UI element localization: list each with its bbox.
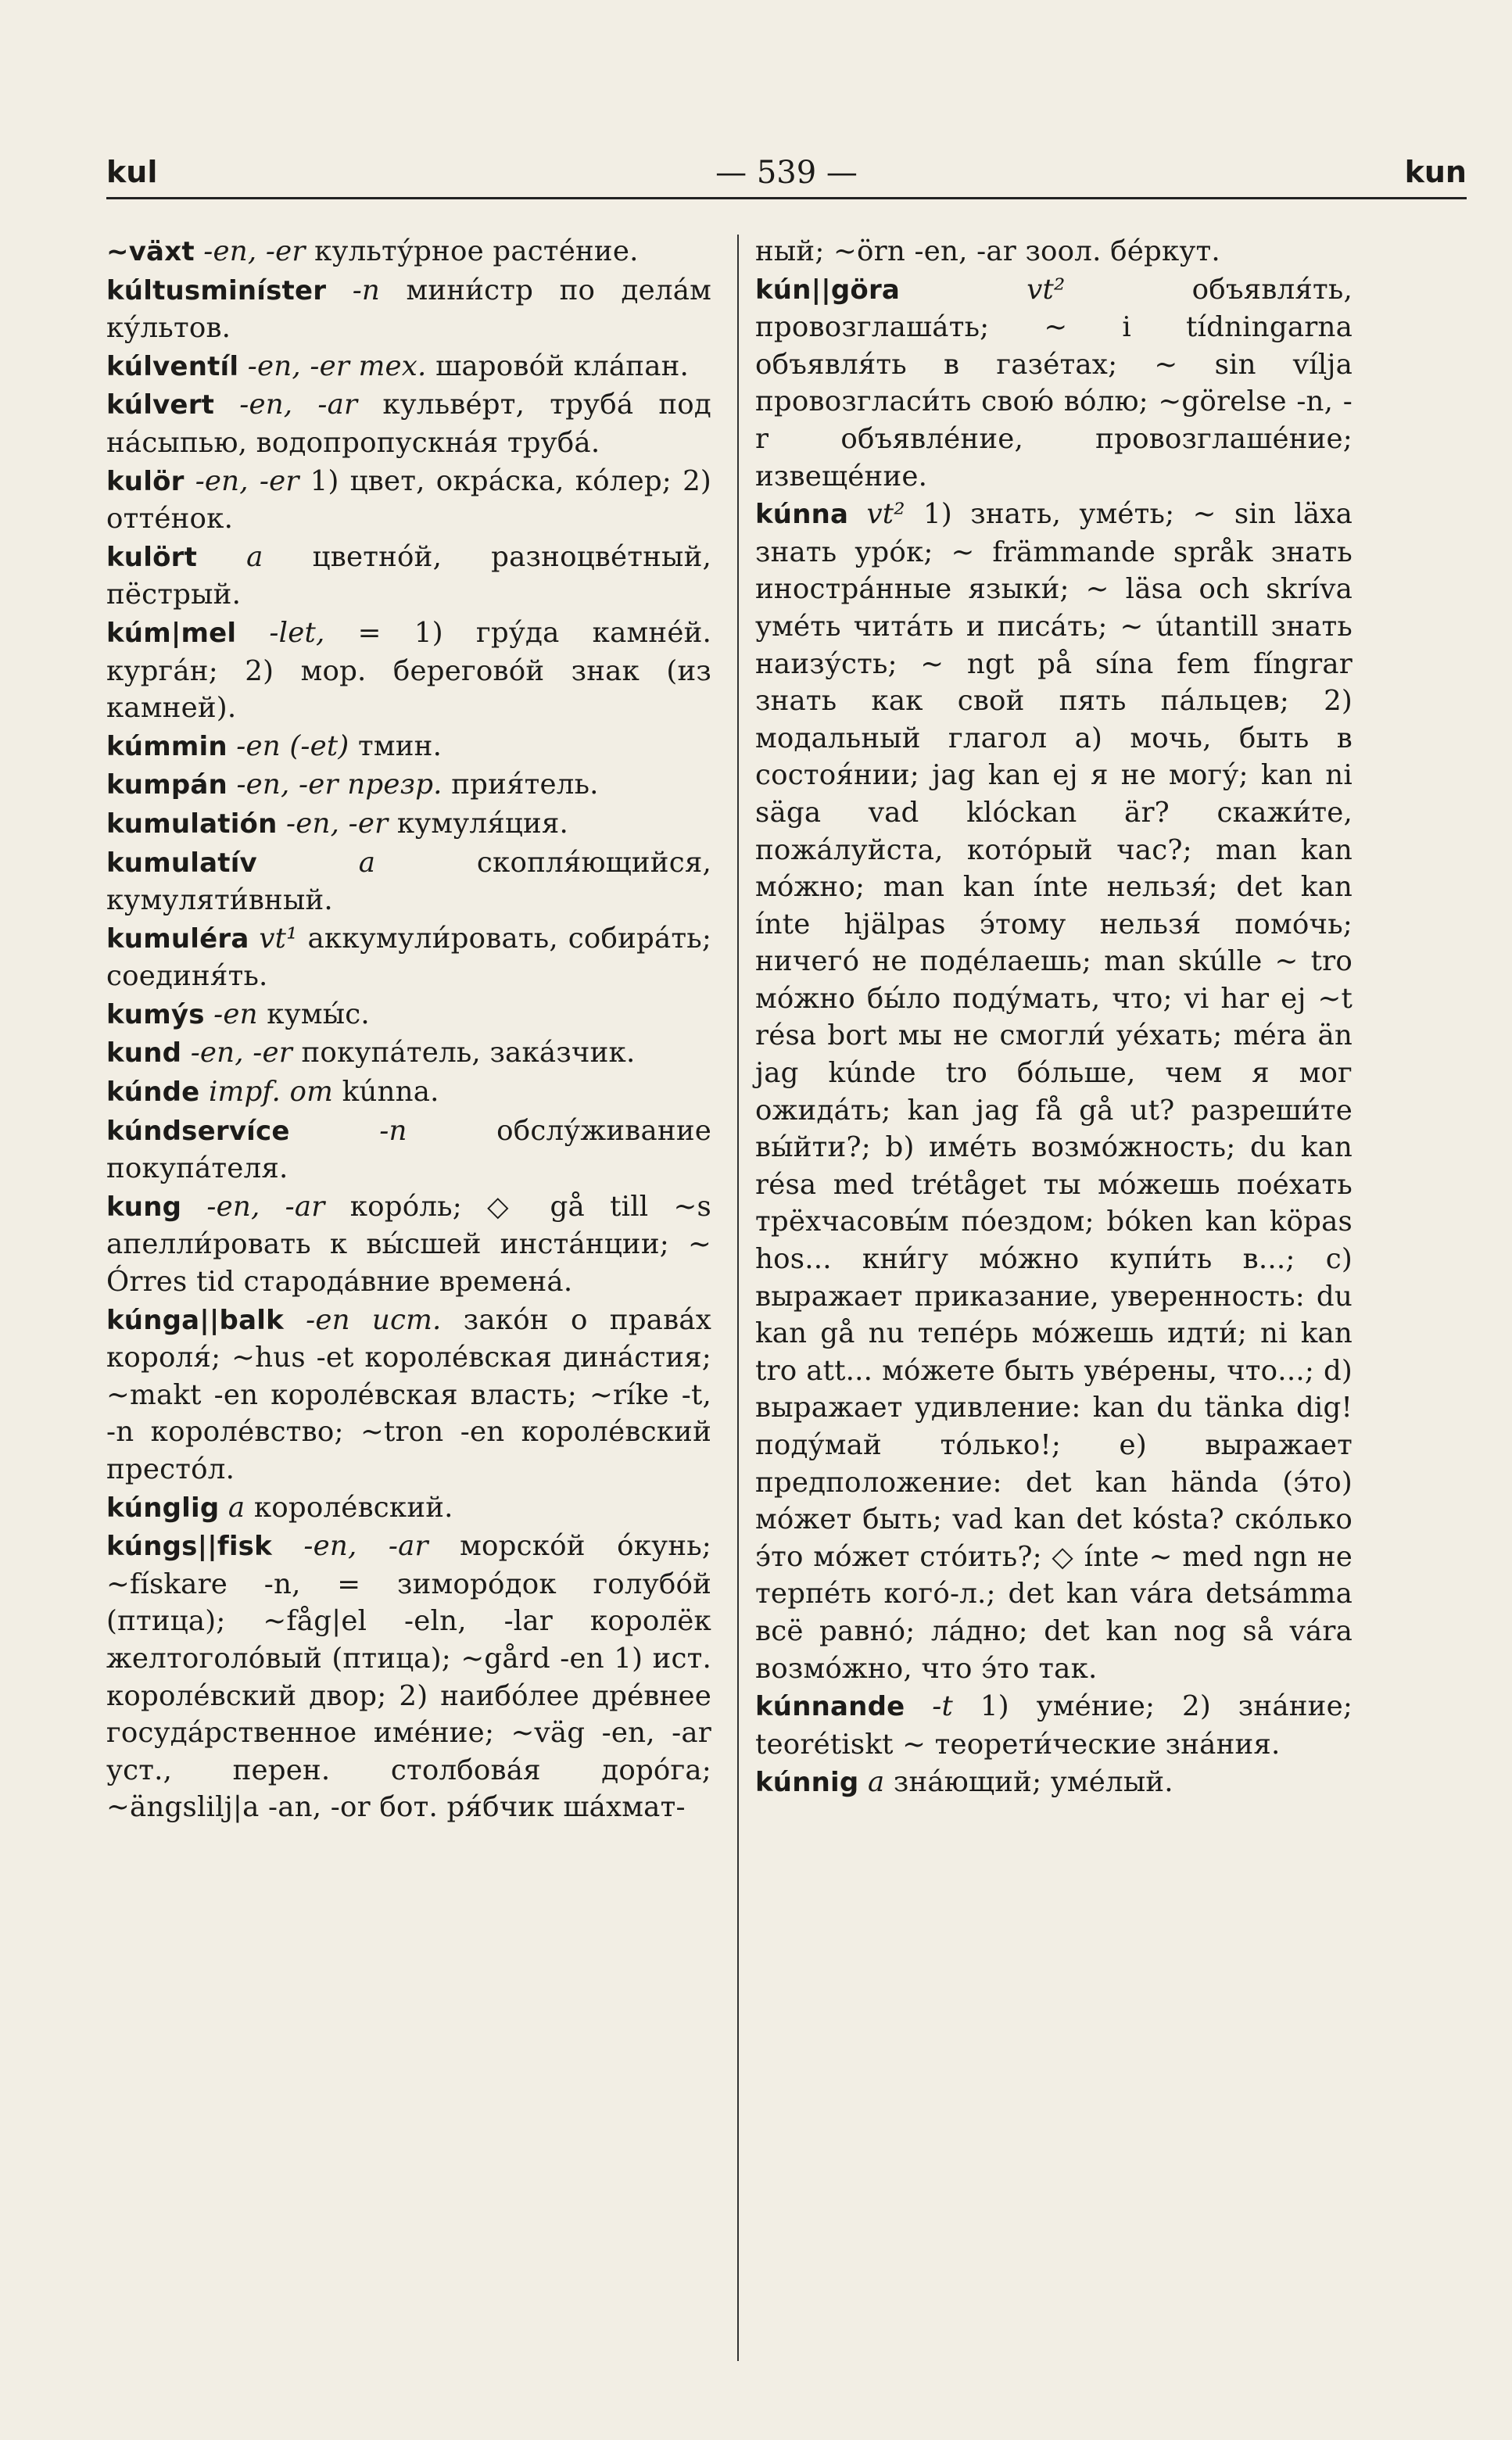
entry-headword: kúnnig	[755, 1767, 859, 1799]
left-column	[106, 233, 711, 1827]
entry-grammar: a	[867, 1766, 885, 1799]
dictionary-entry	[106, 463, 711, 538]
dictionary-entry	[106, 996, 711, 1034]
entry-headword: kund	[106, 1037, 182, 1070]
dictionary-entry	[106, 386, 711, 461]
entry-grammar: -en, -ar	[239, 389, 358, 421]
entry-definition: культу́рное расте́ние.	[314, 235, 639, 267]
entry-definition: 1) уме́ние; 2) зна́ние; teorétiskt ~ теорети́ческие зна́ния.	[755, 1690, 1353, 1761]
entry-grammar: -en, -er	[190, 1037, 292, 1070]
page-number: — 539 —	[715, 155, 858, 191]
entry-definition: ный; ~örn -en, -ar зоол. бе́ркут.	[755, 235, 1220, 267]
entry-grammar: vt¹	[259, 922, 298, 955]
entry-grammar: vt²	[1027, 273, 1066, 306]
entry-headword: kúnna	[755, 499, 849, 531]
dictionary-entry	[106, 766, 711, 804]
dictionary-entry	[106, 1188, 711, 1301]
entry-grammar: -en, -ar	[303, 1530, 428, 1563]
entry-definition: шарово́й кла́пан.	[435, 349, 690, 382]
entry-definition: зако́н о права́х короля́; ~hus -et короле́вская дина́стия; ~makt -en короле́вская власть; ~ríke -t, -n короле́вство; ~tron -en короле́вский престо́л.	[106, 1303, 711, 1485]
entry-headword: kúlventíl	[106, 350, 239, 382]
entry-definition: аккумули́ровать, собира́ть; соединя́ть.	[106, 922, 712, 993]
entry-grammar: -en, -ar	[206, 1190, 325, 1223]
entry-definition: покупа́тель, зака́зчик.	[301, 1037, 636, 1070]
entry-headword: kumulatión	[106, 808, 278, 840]
dictionary-entry	[755, 233, 1353, 271]
entry-definition: kúnna.	[342, 1076, 439, 1109]
entry-definition: зна́ющий; уме́лый.	[893, 1766, 1173, 1799]
dictionary-entry	[106, 844, 711, 919]
guide-word-right: kun	[1404, 155, 1467, 189]
entry-grammar: -en (-et)	[236, 729, 349, 762]
column-divider	[737, 235, 739, 2361]
entry-grammar: -t	[932, 1690, 953, 1723]
dictionary-entry	[106, 1034, 711, 1073]
entry-grammar: -en, -er	[195, 464, 299, 497]
entry-definition: кульве́рт, труба́ под на́сыпью, водопропускна́я труба́.	[106, 389, 711, 459]
entry-headword: kúlvert	[106, 389, 215, 421]
guide-word-left: kul	[106, 155, 158, 189]
entry-grammar: a	[246, 540, 263, 573]
right-column	[755, 233, 1353, 1803]
entry-definition: 1) знать, уме́ть; ~ sin läxa знать уро́к; ~ främmande språk знать иностра́нные языки́; ~ läsa och skríva уме́ть чита́ть и писа́ть; ~ útantill знать наизу́сть; ~ ngt på sína fem fíngrar знать как свой пять па́льцев; 2) модальный глагол а) мочь, быть в состоя́нии; jag kan ej я не могу́; kan ni säga vad klóckan är? скажи́те, пожа́луйста, кото́рый час?; man kan мо́жно; man kan ínte нельзя́; det kan ínte hjälpas э́тому нельзя́ помо́чь; ничего́ не поде́лаешь; man skúlle ~ tro мо́жно бы́ло поду́мать, что; vi har ej ~t résa bort мы не смогли́ уе́хать; méra än jag kúnde tro бо́льше, чем я мог ожида́ть; kan jag få gå ut? разреши́те вы́йти?; b) име́ть возмо́жность; du kan résa med trétåget ты мо́жешь пое́хать трёхчасовы́м по́ездом; bóken kan köpas hos... кни́гу мо́жно купи́ть в...; c) выражает приказание, уверенность: du kan gå nu тепе́рь мо́жешь идти́; ni kan tro att... мо́жете быть уве́рены, что...; d) выражает удивление: kan du tänka dig! поду́май то́лько!; e) выражает предположение: det kan hända (э́то) мо́жет быть; vad kan det kósta? ско́лько э́то мо́жет сто́ить?; ◇ ínte ~ med ngn не терпе́ть кого́-л.; det kan vára detsámma всё равно́; ла́дно; det kan nog så vára возмо́жно, что э́то так.	[755, 498, 1353, 1685]
entry-grammar: -n	[352, 274, 381, 306]
dictionary-entry	[106, 614, 711, 727]
entry-headword: kúnga||balk	[106, 1304, 284, 1336]
entry-headword: kúndservíce	[106, 1115, 290, 1147]
dictionary-entry	[106, 1489, 711, 1528]
entry-grammar: -let, =	[269, 616, 382, 649]
entry-grammar: -en	[213, 998, 258, 1030]
entry-headword: kúm|mel	[106, 617, 237, 649]
entry-definition: 1) цвет, окра́ска, ко́лер; 2) отте́нок.	[106, 464, 712, 536]
dictionary-entry	[106, 728, 711, 766]
entry-definition: объявля́ть, провозглаша́ть; ~ i tídningarna объявля́ть в газе́тах; ~ sin vílja провозгласи́ть свою́ во́лю; ~görelse -n, -r объявле́ние, провозглаше́ние; извеще́ние.	[755, 273, 1353, 493]
entry-headword: kulör	[106, 465, 185, 497]
entry-headword: kúnnande	[755, 1691, 905, 1723]
entry-definition: скопля́ющийся, кумуляти́вный.	[106, 846, 712, 917]
entry-headword: kúmmin	[106, 730, 228, 762]
dictionary-entry	[106, 1528, 711, 1826]
entry-headword: kún||göra	[755, 274, 901, 306]
entry-headword: kung	[106, 1191, 182, 1223]
entry-definition: цветно́й, разноцве́тный, пёстрый.	[106, 540, 711, 611]
entry-definition: кумы́с.	[267, 998, 370, 1030]
dictionary-entry	[755, 1688, 1353, 1763]
entry-grammar: -en, -er презр.	[236, 769, 442, 801]
entry-definition: 1) гру́да камне́й. курга́н; 2) мор. берегово́й знак (из камней).	[106, 616, 711, 725]
dictionary-entry	[106, 920, 711, 995]
dictionary-entry	[106, 539, 711, 614]
dictionary-entry	[755, 271, 1353, 496]
entry-headword: kumuléra	[106, 923, 249, 955]
dictionary-entry	[106, 805, 711, 844]
dictionary-entry	[106, 1113, 711, 1188]
dictionary-entry	[106, 348, 711, 386]
entry-definition: мини́стр по дела́м ку́льтов.	[106, 274, 712, 345]
entry-definition: прия́тель.	[451, 769, 599, 801]
entry-grammar: a	[228, 1491, 245, 1524]
dictionary-entry	[755, 496, 1353, 1687]
dictionary-entry	[106, 1073, 711, 1112]
entry-headword: kulört	[106, 541, 198, 573]
entry-definition: обслу́живание покупа́теля.	[106, 1114, 711, 1185]
entry-headword: kumýs	[106, 998, 205, 1030]
entry-definition: кумуля́ция.	[396, 807, 569, 840]
entry-headword: kúltusminíster	[106, 274, 327, 306]
entry-grammar: -en, -er	[203, 235, 306, 267]
header-rule	[106, 197, 1467, 199]
entry-grammar: impf. om	[208, 1076, 334, 1109]
dictionary-entry	[755, 1764, 1353, 1802]
entry-definition: короле́вский.	[253, 1491, 453, 1524]
entry-headword: kumpán	[106, 769, 228, 801]
entry-grammar: vt²	[866, 498, 905, 531]
entry-grammar: -n	[379, 1114, 407, 1147]
entry-grammar: -en, -er тех.	[247, 349, 427, 382]
entry-grammar: a	[358, 846, 376, 879]
entry-headword: kúnde	[106, 1077, 200, 1109]
entry-headword: ~växt	[106, 236, 195, 267]
dictionary-entry	[106, 272, 711, 347]
entry-headword: kúngs||fisk	[106, 1531, 272, 1563]
entry-grammar: -en ист.	[306, 1303, 442, 1336]
entry-headword: kúnglig	[106, 1492, 220, 1524]
entry-definition: тмин.	[358, 729, 442, 762]
entry-headword: kumulatív	[106, 847, 257, 879]
entry-definition: морско́й о́кунь; ~fískare -n, = зиморо́док голубо́й (птица); ~fåg|el -eln, -lar королёк желтоголо́вый (птица); ~gård -en 1) ист. короле́вский двор; 2) наибо́лее дре́внее госуда́рственное име́ние; ~väg -en, -ar уст., перен. столбова́я доро́га; ~ängslilj|a -an, -or бот. ря́бчик ша́хмат-	[106, 1530, 711, 1824]
entry-grammar: -en, -er	[286, 807, 389, 840]
entry-definition: коро́ль; ◇ gå till ~s апелли́ровать к вы́сшей инста́нции; ~ Órres tid старода́вние времена́.	[106, 1190, 712, 1299]
dictionary-entry	[106, 233, 711, 271]
page-header	[106, 155, 1467, 202]
dictionary-entry	[106, 1302, 711, 1489]
